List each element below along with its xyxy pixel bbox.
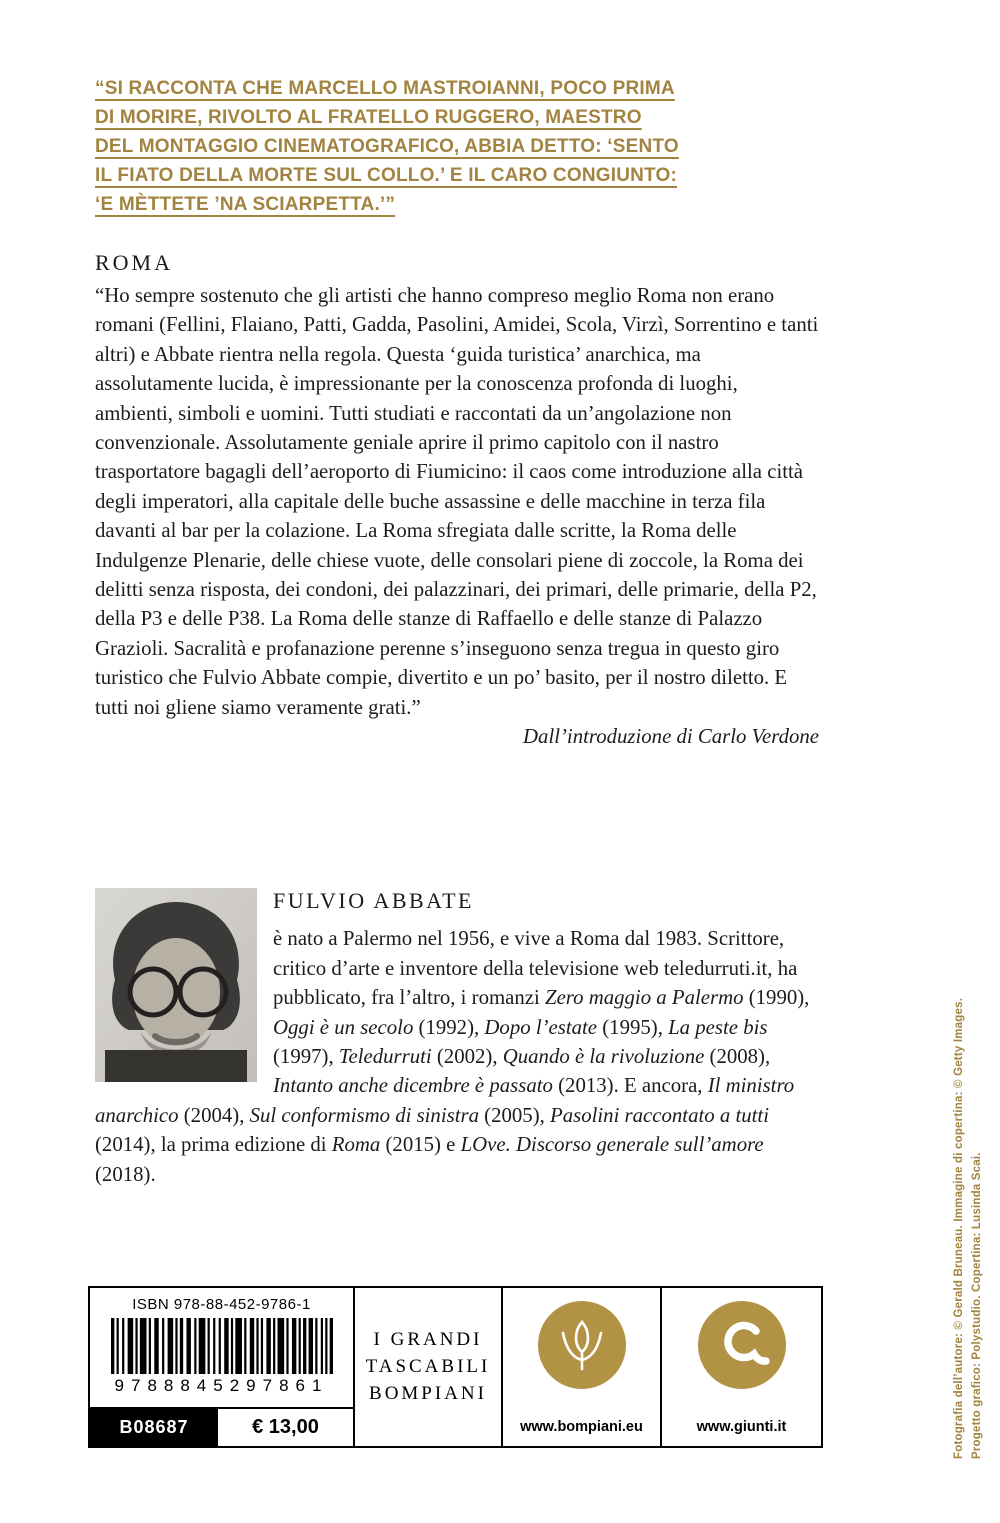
isbn-label: ISBN 978-88-452-9786-1 [132,1296,311,1313]
author-section [95,882,821,1189]
author-name: FULVIO ABBATE [273,888,474,913]
series-line: BOMPIANI [369,1383,487,1404]
barcode-digits: 9788845297861 [114,1376,329,1395]
price-label: € 13,00 [252,1416,319,1438]
barcode-panel [90,1288,355,1446]
review-section [95,250,819,749]
photo-credit-vertical: Fotografia dell’autore: © Gerald Bruneau. Immagine di copertina: © Getty Images. [953,997,965,1459]
series-line: I GRANDI [373,1329,483,1350]
epigraph-line: ‘E MÈTTETE ’NA SCIARPETTA.’” [95,194,396,215]
epigraph-line: DEL MONTAGGIO CINEMATOGRAFICO, ABBIA DETTO: ‘SENTO [95,136,679,157]
design-credit-vertical: Progetto grafico: Polystudio. Copertina: Lusinda Scai. [971,1152,983,1459]
edition-code-badge: B08687 [90,1409,218,1446]
giunti-url: www.giunti.it [696,1419,787,1435]
epigraph-line: “SI RACCONTA CHE MARCELLO MASTROIANNI, POCO PRIMA [95,78,675,99]
giunti-panel [662,1288,821,1446]
author-photo [95,888,257,1082]
giunti-logo-icon [698,1301,786,1389]
price-row [90,1407,353,1446]
footer-strip [88,1286,823,1448]
epigraph-line: IL FIATO DELLA MORTE SUL COLLO.’ E IL CARO CONGIUNTO: [95,165,678,186]
barcode [111,1318,333,1374]
bompiani-logo-icon [538,1301,626,1389]
epigraph-line: DI MORIRE, RIVOLTO AL FRATELLO RUGGERO, MAESTRO [95,107,642,128]
author-bio: è nato a Palermo nel 1956, e vive a Roma dal 1983. Scrittore, critico d’arte e inventore della televisione web teledurruti.it, ha pubblicato, fra l’altro, i romanzi Zero maggio a Palermo (1990), Oggi è un secolo (1992), Dopo l’estate (1995), La peste bis (1997), Teledurruti (2002), Quando è la rivoluzione (2008), Intanto anche dicembre è passato (2013). E ancora, Il ministro anarchico (2004), Sul conformismo di sinistra (2005), Pasolini raccontato a tutti (2014), la prima edizione di Roma (2015) e LOve. Discorso generale sull’amore (2018). [95,927,810,1186]
bompiani-panel [503,1288,662,1446]
review-attribution: Dall’introduzione di Carlo Verdone [523,725,819,749]
review-body: “Ho sempre sostenuto che gli artisti che hanno compreso meglio Roma non erano romani (Fellini, Flaiano, Patti, Gadda, Pasolini, Amidei, Scola, Virzì, Sorrentino e tanti altri) e Abbate rientra nella regola. Questa ‘guida turistica’ anarchica, ma assolutamente lucida, è impressionante per la conoscenza profonda di luoghi, ambienti, simboli e uomini. Tutti studiati e raccontati da un’angolazione non convenzionale. Assolutamente geniale aprire il primo capitolo con il nastro trasportatore bagagli dell’aeroporto di Fiumicino: il caos come introduzione alla città degli imperatori, alla capitale delle buche assassine e delle macchine in terza fila davanti al bar per la colazione. La Roma sfregiata dalle scritte, la Roma delle Indulgenze Plenarie, delle chiese vuote, delle consolari piene di zoccole, la Roma dei delitti senza risposta, dei condoni, dei palazzinari, dei primari, delle primarie, della P2, della P3 e delle P38. La Roma delle stanze di Raffaello e delle stanze di Palazzo Grazioli. Sacralità e profanazione perenne s’inseguono senza tregua in questo giro turistico che Fulvio Abbate compie, divertito e un po’ basito, per il nostro diletto. E tutti noi gliene siamo veramente grati.” [95,284,819,719]
bompiani-url: www.bompiani.eu [520,1419,643,1435]
review-heading: ROMA [95,250,174,275]
epigraph-quote [95,74,745,219]
series-title [355,1288,503,1446]
series-line: TASCABILI [365,1356,491,1377]
